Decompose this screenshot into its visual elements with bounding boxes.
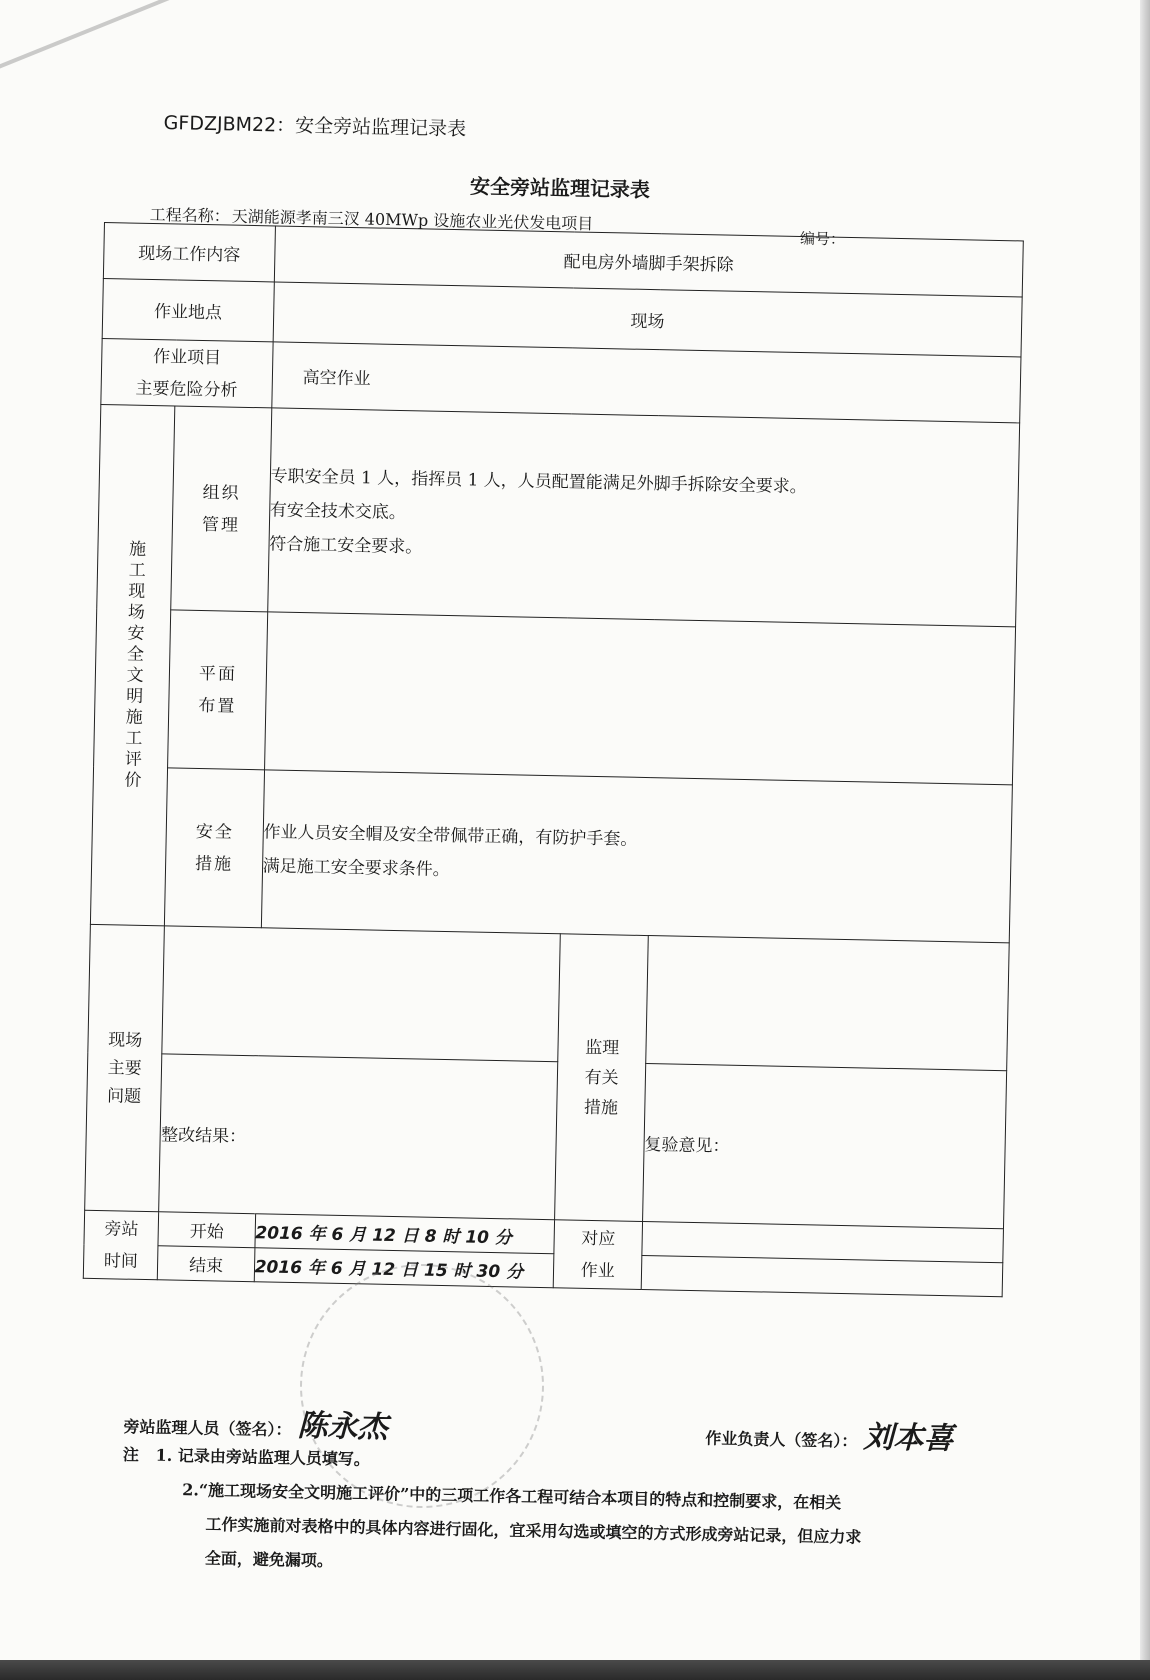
start-time: 2016 年 6 月 12 日 8 时 10 分 [255,1214,555,1254]
rectify-label: 整改结果： [160,1125,247,1148]
location-label: 作业地点 [102,278,274,341]
time-label: 旁站时间 [83,1210,159,1279]
supervisor-sig-label: 旁站监理人员（签名）： [123,1416,292,1440]
review-cell [642,1064,1006,1229]
work-content-label: 现场工作内容 [103,223,275,282]
org-content [267,408,1019,627]
record-form [80,222,1023,1418]
document-title: 安全旁站监理记录表 [469,174,651,202]
project-name: 天湖能源孝南三汊 40MWp 设施农业光伏发电项目 [231,206,594,234]
leader-sig-label: 作业负责人（签名）： [705,1428,858,1451]
note-line-4: 全面，避免漏项。 [204,1548,334,1571]
review-label: 复验意见： [644,1135,730,1157]
work-content-cell-2 [641,1256,1003,1297]
issues-label: 现场主要问题 [85,924,165,1211]
safety-content [261,770,1012,943]
note-1: 1. 记录由旁站监理人员填写。 [155,1445,371,1469]
measures-content [646,936,1010,1071]
org-line-1: 专职安全员 1 人，指挥员 1 人，人员配置能满足外脚手拆除安全要求。 [270,465,807,497]
note-line-2: 2.“施工现场安全文明施工评价”中的三项工作各工程可结合本项目的特点和控制要求，在相关 [182,1480,842,1513]
hazard-label-line1: 作业项目 [152,346,222,368]
leader-sig-handwriting: 刘本喜 [863,1419,954,1457]
work-label: 对应作业 [554,1220,643,1290]
issues-content [162,926,561,1062]
note-line-3: 工作实施前对表格中的具体内容进行固化，宜采用勾选或填空的方式形成旁站记录，但应力求 [205,1514,862,1547]
end-label: 结束 [158,1246,255,1282]
hazard-label-line2: 主要危险分析 [135,378,238,401]
hazard-label [101,338,273,407]
serial-label: 编号： [799,229,846,249]
scan-streak [0,0,174,69]
scan-edge-right [1140,0,1150,1680]
layout-label: 平面布置 [168,610,267,770]
notes-block [121,1400,1044,1592]
org-line-2: 有安全技术交底。 [269,499,407,523]
layout-content [264,612,1015,785]
end-time: 2016 年 6 月 12 日 15 时 30 分 [254,1248,554,1288]
project-label: 工程名称： [149,204,230,226]
note-prefix: 注 [122,1444,140,1465]
supervisor-sig-handwriting: 陈永杰 [297,1408,388,1446]
scan-edge-bottom [0,1660,1150,1680]
work-content-value: 配电房外墙脚手架拆除 [274,226,1023,297]
rectify-cell [159,1054,558,1220]
safety-label: 安全措施 [165,768,264,928]
leader-signature [705,1409,954,1458]
location-value: 现场 [273,282,1022,357]
start-label: 开始 [158,1212,255,1248]
measures-label: 监理有关措施 [555,934,648,1222]
safety-line-2: 满足施工安全要求条件。 [262,855,450,880]
hazard-value: 高空作业 [271,342,1021,423]
form-code: GFDZJBM22：安全旁站监理记录表 [163,111,467,141]
org-label: 组织管理 [171,406,271,612]
safety-line-1: 作业人员安全帽及安全带佩带正确，有防护手套。 [263,821,638,850]
evaluation-section-label: 施工现场安全文明施工评价 [90,404,175,925]
org-line-3: 符合施工安全要求。 [269,533,423,557]
